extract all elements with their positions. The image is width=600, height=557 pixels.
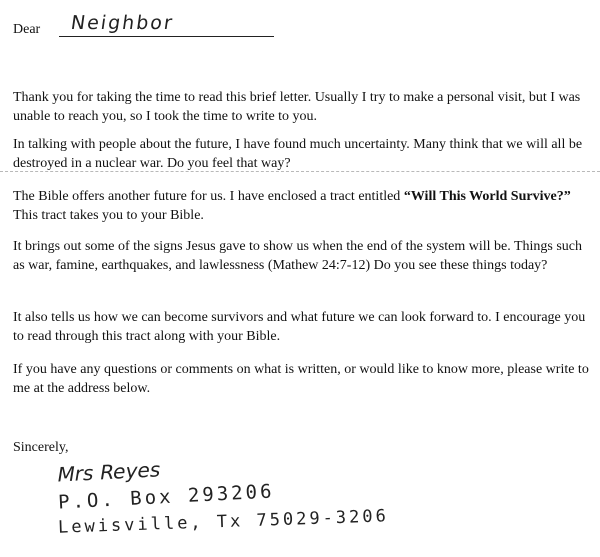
address-line-1: P.O. Box 293206 [57, 480, 276, 514]
signature-name: Mrs Reyes [55, 457, 163, 487]
paragraph-signs: It brings out some of the signs Jesus gave to show us when the end of the system will be. Things such as war, famine, earthquakes, and lawlessness (Mathew 24:7-12) Do you see these things today? [13, 239, 583, 273]
paragraph-tract-text-1: The Bible offers another future for us. I have enclosed a tract entitled [13, 189, 404, 204]
salutation-prefix: Dear [13, 22, 41, 37]
scan-artifact-line [0, 171, 600, 172]
paragraph-questions: If you have any questions or comments on what is written, or would like to know more, please write to me at the address below. [13, 362, 589, 396]
salutation [13, 12, 176, 38]
paragraph-intro: Thank you for taking the time to read this brief letter. Usually I try to make a personal visit, but I was unable to reach you, so I took the time to write to you. [13, 90, 581, 124]
paragraph-survivors: It also tells us how we can become survivors and what future we can look forward to. I encourage you to read through this tract along with your Bible. [13, 310, 586, 344]
salutation-blank-line [59, 36, 274, 37]
paragraph-tract-text-2: This tract takes you to your Bible. [13, 208, 204, 223]
handwritten-recipient: Neighbor [69, 12, 176, 34]
tract-title: “Will This World Survive?” [403, 189, 571, 204]
closing: Sincerely, [13, 440, 69, 455]
address-line-2: Lewisville, Tx 75029-3206 [57, 506, 390, 538]
paragraph-uncertainty: In talking with people about the future, I have found much uncertainty. Many think that we will all be destroyed in a nuclear war. Do you feel that way? [13, 137, 583, 171]
handwritten-signature-block [55, 457, 390, 540]
paragraph-tract [13, 187, 591, 225]
